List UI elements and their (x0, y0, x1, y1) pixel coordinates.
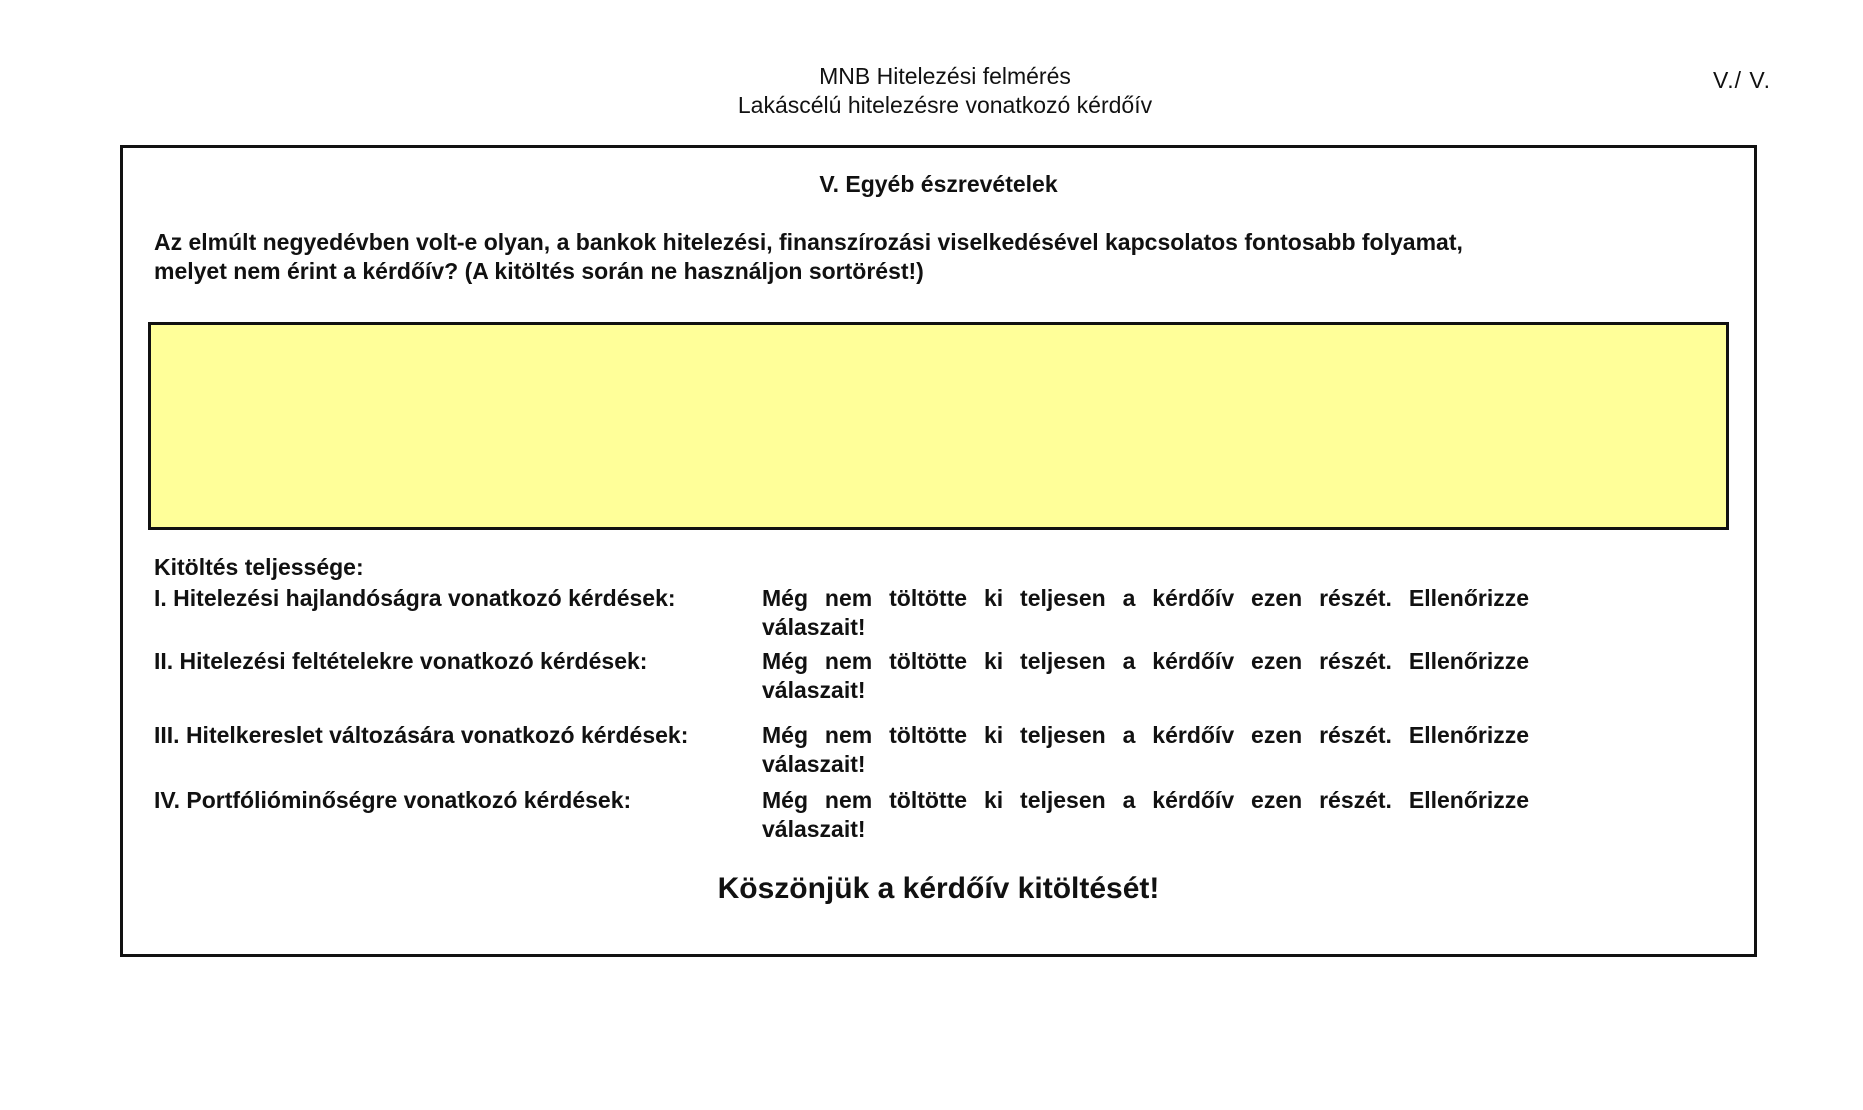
question-text (154, 228, 1554, 286)
section-title: V. Egyéb észrevételek (819, 171, 1058, 197)
status-row-message: Még nem töltötte ki teljesen a kérdőív ezen részét. Ellenőrizze válaszait! (762, 787, 1529, 842)
document-header (0, 62, 1863, 120)
page-number: V./ V. (1713, 67, 1772, 93)
questionnaire-subtitle: Lakáscélú hitelezésre vonatkozó kérdőív (737, 92, 1153, 118)
thank-you-message: Köszönjük a kérdőív kitöltését! (717, 872, 1160, 905)
completeness-label: Kitöltés teljessége: (154, 554, 364, 580)
status-row-message: Még nem töltötte ki teljesen a kérdőív ezen részét. Ellenőrizze válaszait! (762, 648, 1529, 703)
question-line-1: Az elmúlt negyedévben volt-e olyan, a bankok hitelezési, finanszírozási viselkedésével kapcsolatos fontosabb folyamat, (154, 229, 1463, 255)
comments-input[interactable] (148, 322, 1729, 530)
survey-title: MNB Hitelezési felmérés (819, 63, 1071, 89)
status-row-section: IV. Portfólióminőségre vonatkozó kérdések: (154, 787, 632, 813)
status-row-message: Még nem töltötte ki teljesen a kérdőív ezen részét. Ellenőrizze válaszait! (762, 722, 1529, 777)
question-line-2: melyet nem érint a kérdőív? (A kitöltés során ne használjon sortörést!) (154, 258, 924, 284)
status-row-section: I. Hitelezési hajlandóságra vonatkozó kérdések: (154, 585, 676, 611)
status-row-message: Még nem töltötte ki teljesen a kérdőív ezen részét. Ellenőrizze válaszait! (762, 585, 1529, 640)
status-row-section: III. Hitelkereslet változására vonatkozó kérdések: (154, 722, 689, 748)
status-row-section: II. Hitelezési feltételekre vonatkozó kérdések: (154, 648, 648, 674)
